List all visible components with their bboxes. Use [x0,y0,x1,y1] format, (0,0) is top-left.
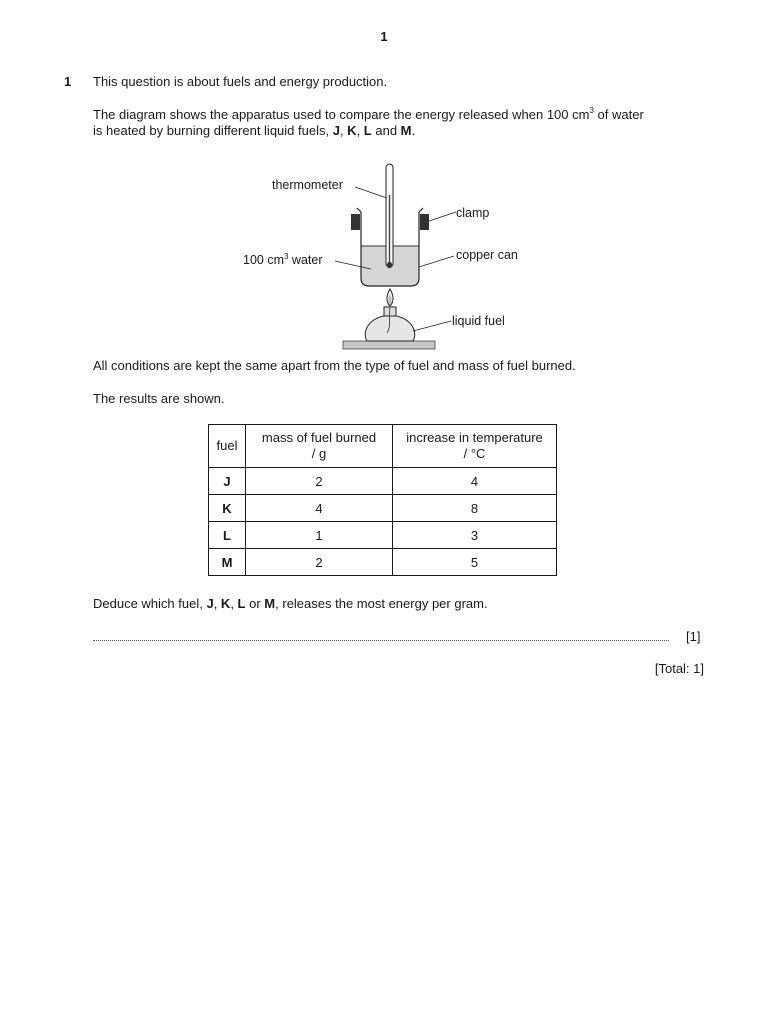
can-lip-left [357,208,361,212]
clamp-label: clamp [456,206,490,220]
fuel-l: L [237,596,246,611]
fuel-j: J [332,123,340,138]
table-header-row [209,425,557,468]
question-intro: This question is about fuels and energy production. [93,74,388,89]
temperature-cell: 4 [393,468,557,495]
deduce-start: Deduce which fuel, [93,596,207,611]
copper-can-label: copper can [456,248,518,262]
mass-cell: 1 [246,522,393,549]
mass-cell: 2 [246,549,393,576]
results-table [208,424,557,576]
header-mass [246,425,393,468]
separator: , [356,123,364,138]
conditions-text: All conditions are kept the same apart from the type of fuel and mass of fuel burned. [93,358,576,373]
period: . [411,123,416,138]
header-temperature-line2: / °C [463,446,486,461]
bench [343,341,435,349]
water-label-a: 100 cm [243,253,284,267]
mass-cell: 4 [246,495,393,522]
fuel-j: J [206,596,214,611]
separator: , [213,596,221,611]
header-temperature [393,425,557,468]
diagram-sentence-part2: of water [593,107,644,122]
thermometer-bulb [387,262,392,268]
header-temperature-line1: increase in temperature [406,430,543,445]
apparatus-diagram [230,155,550,355]
deduce-question [93,596,713,612]
answer-line[interactable] [93,628,669,641]
clamp-right [420,214,429,230]
fuel-cell: J [209,468,246,495]
table-row [209,522,557,549]
fuel-m: M [264,596,276,611]
mass-cell: 2 [246,468,393,495]
water-label [243,252,323,267]
spirit-burner [365,315,415,341]
temperature-cell: 8 [393,495,557,522]
water-label-b: water [288,253,323,267]
clamp-left [351,214,360,230]
fuel-m: M [400,123,412,138]
deduce-end: , releases the most energy per gram. [275,596,488,611]
page-number: 1 [380,29,388,44]
total-marks: [Total: 1] [654,661,704,676]
fuel-cell: L [209,522,246,549]
header-mass-line1: mass of fuel burned [261,430,377,445]
liquid-fuel-label: liquid fuel [452,314,505,328]
table-row [209,495,557,522]
header-mass-line2: / g [311,446,327,461]
can-lip-right [419,208,423,212]
results-intro: The results are shown. [93,391,225,406]
fuel-cell: M [209,549,246,576]
fuel-k: K [220,596,231,611]
temperature-cell: 3 [393,522,557,549]
header-fuel: fuel [209,425,246,468]
water-label-sup: 3 [284,252,289,261]
clamp-leader [429,212,456,221]
diagram-sentence-line2: is heated by burning different liquid fuels, [93,123,333,138]
diagram-sentence-part1: The diagram shows the apparatus used to compare the energy released when 100 cm [93,107,590,122]
question-number: 1 [64,74,72,89]
separator: , [339,123,348,138]
thermometer-leader [355,187,387,198]
copper-can-leader [419,256,454,267]
fuel-cell: K [209,495,246,522]
conjunction: or [245,596,265,611]
table-row [209,549,557,576]
diagram-sentence [93,107,713,139]
liquid-fuel-leader [413,321,451,331]
fuel-k: K [347,123,357,138]
separator: , [230,596,238,611]
thermometer-label: thermometer [272,178,343,192]
mark-allocation: [1] [686,629,701,644]
fuel-l: L [363,123,372,138]
conjunction: and [371,123,401,138]
temperature-cell: 5 [393,549,557,576]
table-row [209,468,557,495]
superscript-3: 3 [589,106,594,115]
